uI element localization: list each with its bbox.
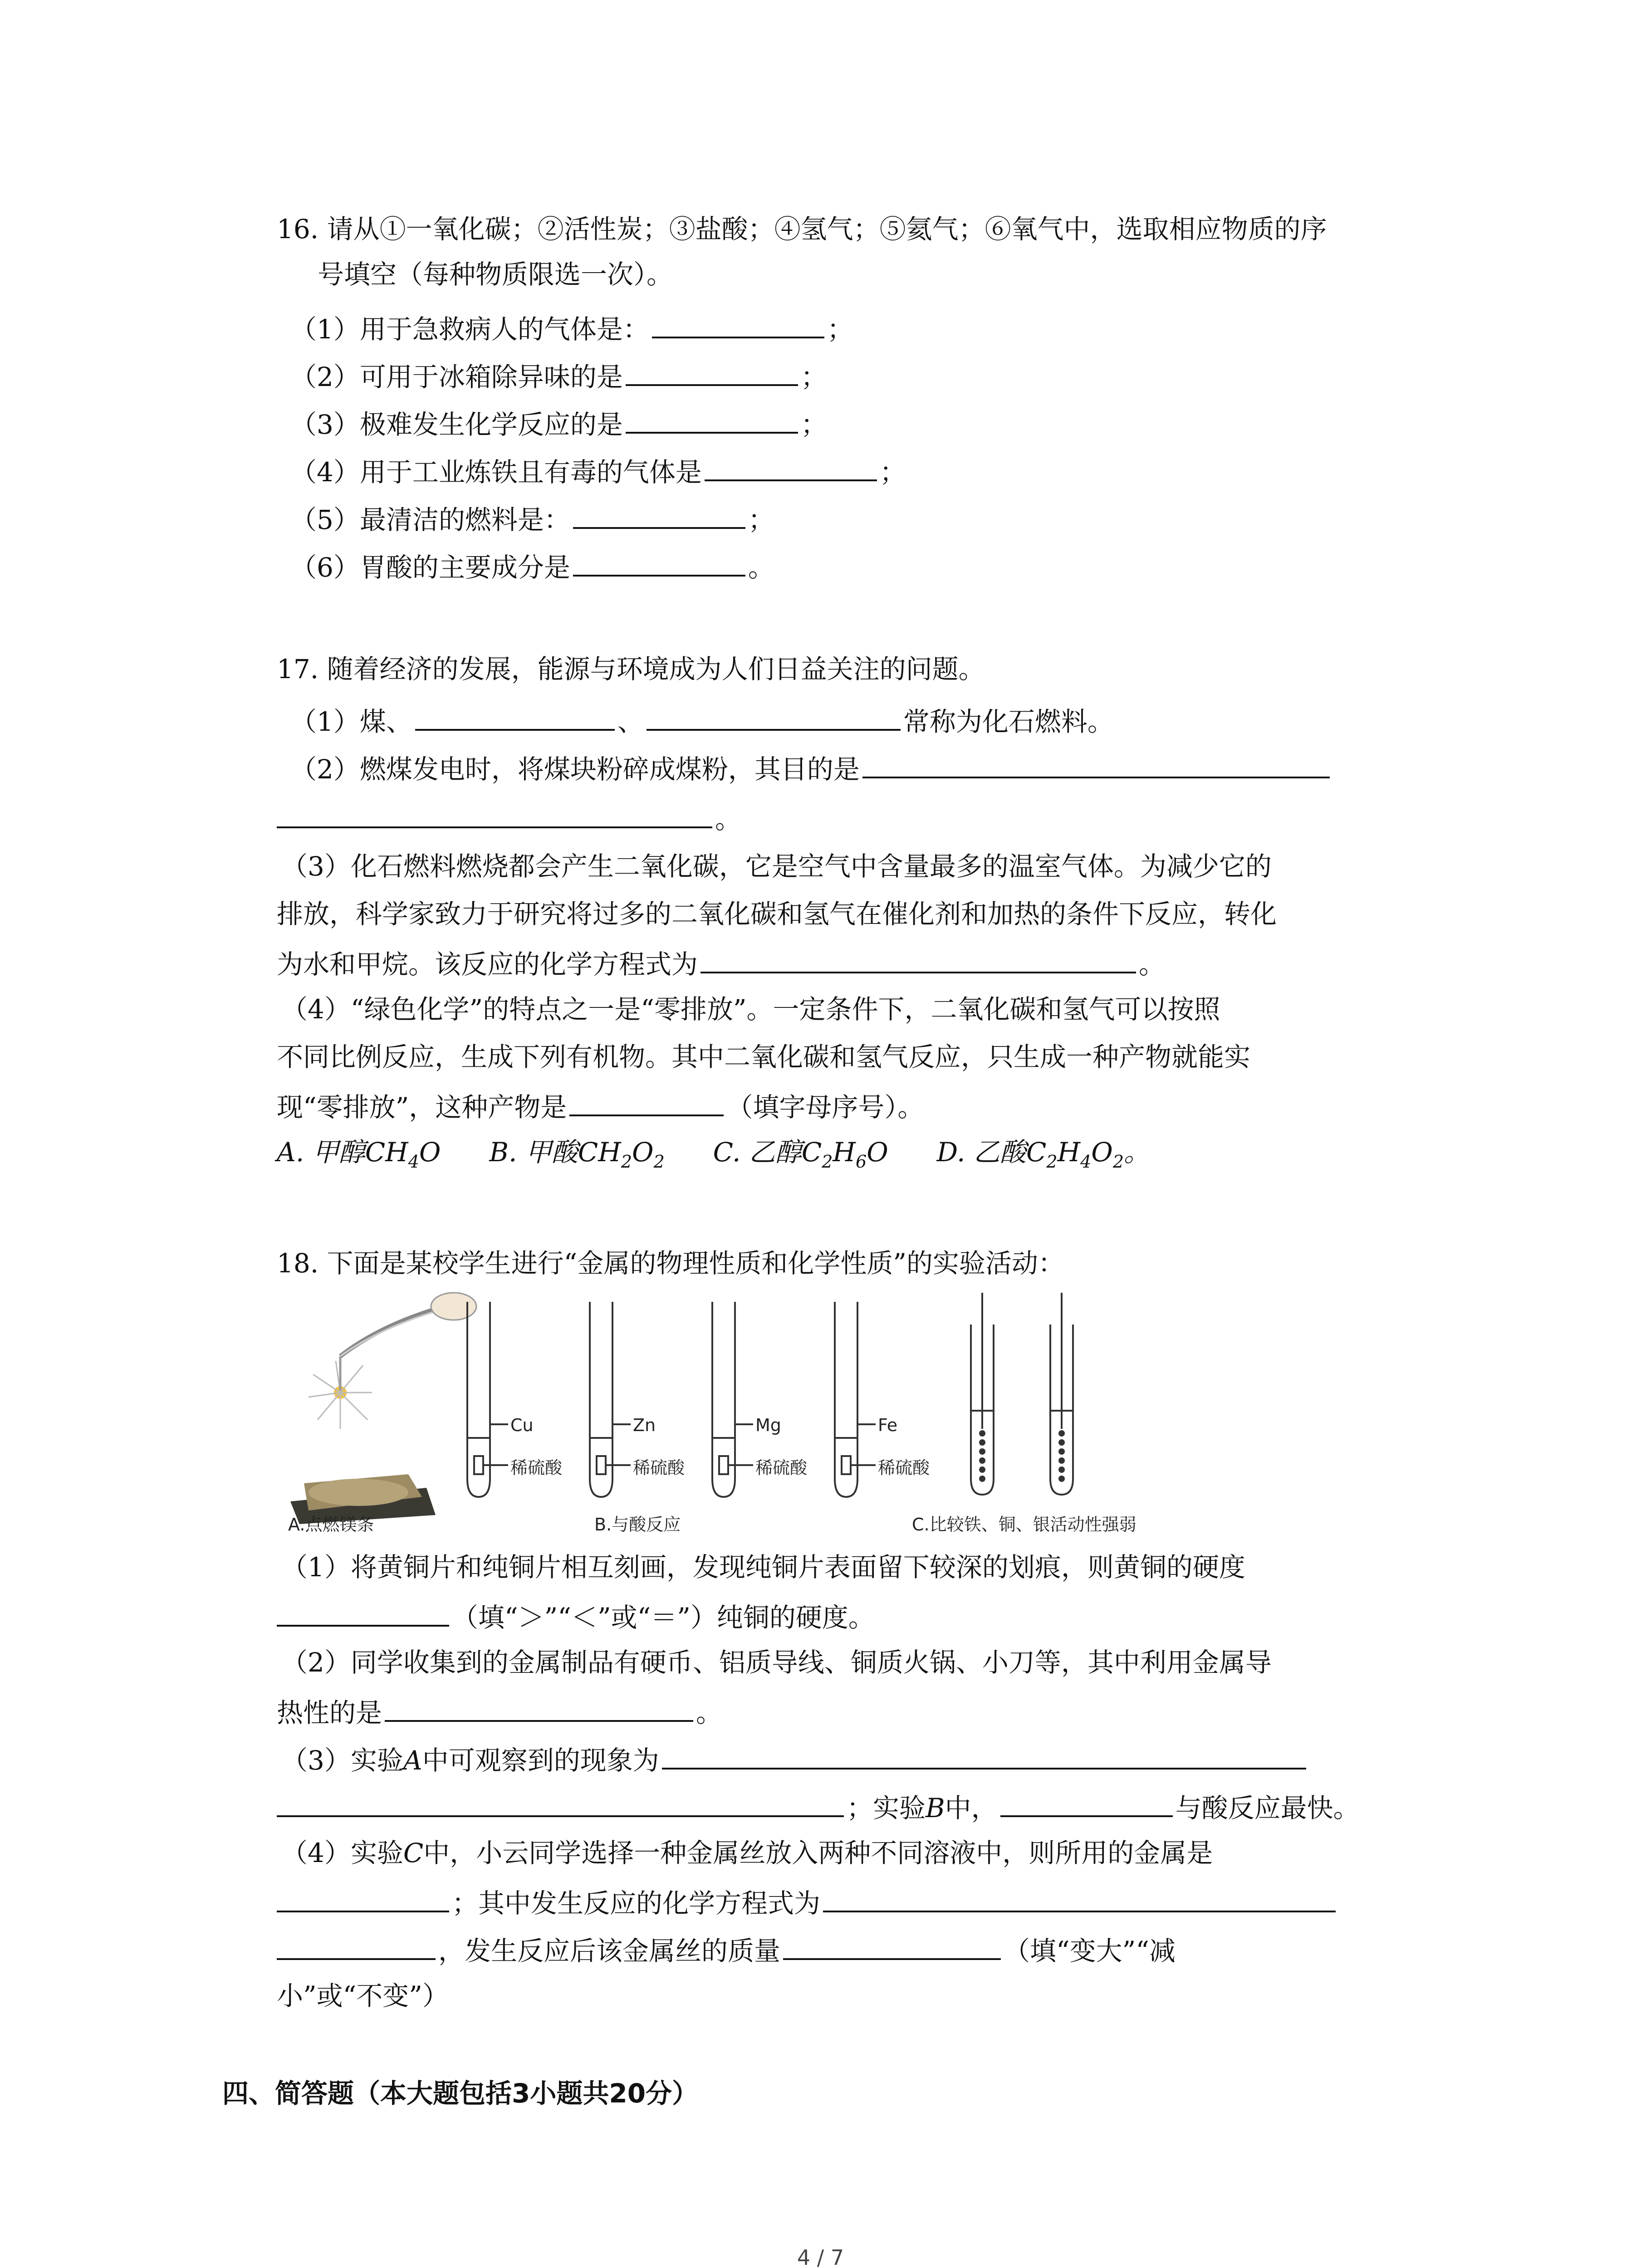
q18-part4-line4: 小”或“不变”） [277, 1980, 449, 2011]
tube-acid-label-4: 稀硫酸 [878, 1458, 930, 1478]
q16-stem-line1: 16. 请从①一氧化碳；②活性炭；③盐酸；④氢气；⑤氦气；⑥氧气中，选取相应物质的序 [277, 214, 1327, 244]
q18-part4-line3 [277, 1930, 1176, 1969]
q17-part3-end: 。 [1139, 949, 1166, 980]
q18-stem: 18. 下面是某校学生进行“金属的物理性质和化学性质”的实验活动： [277, 1248, 1064, 1279]
q18-part2-pre: 热性的是 [277, 1697, 382, 1728]
q17-stem: 17. 随着经济的发展，能源与环境成为人们日益关注的问题。 [277, 654, 985, 684]
q18-part3-pre: （3）实验 [281, 1745, 403, 1776]
q16-item-2-end: ； [800, 362, 827, 392]
q16-blank-5[interactable] [573, 499, 745, 529]
q18-blank-phenomenon-1[interactable] [662, 1740, 1306, 1769]
q16-blank-6[interactable] [573, 547, 745, 577]
q17-part3-line1: （3）化石燃料燃烧都会产生二氧化碳，它是空气中含量最多的温室气体。为减少它的 [281, 851, 1272, 882]
q17-part1-pre: （1）煤、 [290, 706, 412, 737]
q18-part3-post: 与酸反应最快。 [1175, 1793, 1360, 1823]
metal-wire-tubes [971, 1293, 1073, 1495]
burning-magnesium-illustration [290, 1293, 476, 1524]
q18-blank-hardness[interactable] [277, 1597, 449, 1627]
q17-part1 [290, 701, 1114, 740]
q18-part3-line2 [277, 1787, 1360, 1826]
q18-part4-pre: （4）实验 [281, 1838, 403, 1868]
q16-blank-4[interactable] [705, 451, 877, 481]
q17-part4-text: 现“零排放”，这种产物是 [277, 1092, 567, 1123]
q17-part1-sep: 、 [617, 706, 644, 737]
q18-part2-line2 [277, 1692, 722, 1731]
q16-item-3-end: ； [800, 409, 827, 440]
q18-part2-line1: （2）同学收集到的金属制品有硬币、铝质导线、铜质火锅、小刀等，其中利用金属导 [281, 1647, 1272, 1678]
q16-stem-line2: 号填空（每种物质限选一次）。 [318, 259, 673, 290]
tube-label-mg: Mg [755, 1415, 781, 1435]
q18-part1-post: （填“＞”“＜”或“＝”）纯铜的硬度。 [452, 1602, 875, 1633]
q18-part3-var-b: B [926, 1793, 945, 1823]
q16-item-3 [290, 404, 827, 443]
q18-blank-metal-used[interactable] [277, 1882, 449, 1912]
q18-part1-line1: （1）将黄铜片和纯铜片相互刻画，发现纯铜片表面留下较深的划痕，则黄铜的硬度 [281, 1552, 1245, 1583]
q16-item-6 [290, 547, 774, 586]
q17-part2-line2 [277, 798, 741, 837]
section-4-heading: 四、简答题（本大题包括3小题共20分） [222, 2078, 699, 2109]
wire-coils [979, 1430, 1065, 1482]
q17-blank-equation[interactable] [700, 943, 1136, 973]
q18-part4-var-c: C [403, 1838, 424, 1868]
q18-part4-fill-hint: （填“变大”“减 [1004, 1936, 1176, 1966]
q18-part3-line1 [281, 1740, 1309, 1779]
tube-acid-label-2: 稀硫酸 [633, 1458, 685, 1478]
q18-part4-text: 中，小云同学选择一种金属丝放入两种不同溶液中，则所用的金属是 [423, 1838, 1213, 1868]
q18-blank-mass-change[interactable] [783, 1930, 1001, 1960]
q17-option-c: C. 乙醇$C_2H_6O$ [713, 1137, 888, 1172]
q16-item-1-text: （1）用于急救病人的气体是： [290, 314, 649, 345]
q18-part4-line1 [281, 1835, 1213, 1871]
q18-part4-mid: ；其中发生反应的化学方程式为 [452, 1888, 821, 1919]
q16-item-1 [290, 308, 853, 347]
q17-part4-line2: 不同比例反应，生成下列有机物。其中二氧化碳和氢气反应，只生成一种产物就能实 [277, 1041, 1251, 1072]
q16-blank-2[interactable] [626, 356, 798, 386]
q16-item-5 [290, 499, 774, 538]
q17-blank-fuel-1[interactable] [415, 701, 615, 731]
q16-item-4-text: （4）用于工业炼铁且有毒的气体是 [290, 457, 702, 488]
q16-item-2 [290, 356, 827, 395]
q16-item-3-text: （3）极难发生化学反应的是 [290, 409, 623, 440]
page-number: 4 / 7 [797, 2245, 844, 2268]
q16-item-2-text: （2）可用于冰箱除异味的是 [290, 362, 623, 392]
tube-label-cu: Cu [510, 1415, 534, 1435]
q18-part4-mass-text: ，发生反应后该金属丝的质量 [438, 1936, 781, 1966]
q17-option-a: A. 甲醇$CH_4O$ [277, 1137, 441, 1172]
q18-part3-mid2: 中， [945, 1793, 998, 1823]
tube-label-fe: Fe [878, 1415, 898, 1435]
q18-blank-reaction-equation[interactable] [823, 1882, 1336, 1912]
q16-item-4-end: ； [879, 457, 906, 488]
q17-blank-product[interactable] [569, 1086, 724, 1116]
q18-blank-fastest-metal[interactable] [1000, 1787, 1173, 1817]
q17-part2-line1 [290, 748, 1332, 787]
q17-option-d: D. 乙酸$C_2H_4O_2$。 [936, 1137, 1151, 1172]
q17-part4-post: （填字母序号）。 [726, 1092, 924, 1123]
q16-blank-1[interactable] [652, 308, 824, 338]
q17-part3-line3 [277, 943, 1165, 982]
tube-label-zn: Zn [633, 1415, 656, 1435]
q16-item-5-end: ； [748, 504, 774, 535]
q17-blank-fuel-2[interactable] [647, 701, 901, 731]
caption-c: C.比较铁、铜、银活动性强弱 [912, 1515, 1136, 1535]
tube-acid-label-3: 稀硫酸 [755, 1458, 808, 1478]
q16-item-6-text: （6）胃酸的主要成分是 [290, 552, 570, 583]
q17-blank-purpose-1[interactable] [862, 748, 1330, 778]
q17-part1-post: 常称为化石燃料。 [903, 706, 1114, 737]
q17-part3-text: 为水和甲烷。该反应的化学方程式为 [277, 949, 698, 980]
q18-part1-line2 [277, 1597, 875, 1636]
q16-item-5-text: （5）最清洁的燃料是： [290, 504, 570, 535]
caption-b: B.与酸反应 [594, 1515, 681, 1535]
q18-blank-conductivity[interactable] [385, 1692, 693, 1722]
q17-part2-text: （2）燃煤发电时，将煤块粉碎成煤粉，其目的是 [290, 754, 860, 785]
q17-part4-line1: （4）“绿色化学”的特点之一是“零排放”。一定条件下，二氧化碳和氢气可以按照 [281, 994, 1220, 1025]
q17-option-b: B. 甲酸$CH_2O_2$ [489, 1137, 665, 1172]
q18-part3-text: 中可观察到的现象为 [422, 1745, 659, 1776]
q16-item-1-end: ； [827, 314, 853, 345]
q17-part2-end: 。 [715, 804, 742, 835]
q16-item-4 [290, 451, 906, 490]
q16-item-6-end: 。 [748, 552, 774, 583]
q17-blank-purpose-2[interactable] [277, 798, 712, 828]
q17-options [277, 1134, 1150, 1180]
q17-part3-line2: 排放，科学家致力于研究将过多的二氧化碳和氢气在催化剂和加热的条件下反应，转化 [277, 899, 1277, 929]
tube-acid-label-1: 稀硫酸 [510, 1458, 563, 1478]
caption-a: A.点燃镁条 [288, 1515, 374, 1535]
q17-part4-line3 [277, 1086, 924, 1125]
q18-blank-phenomenon-2[interactable] [277, 1787, 844, 1817]
q18-part4-line2 [277, 1882, 1338, 1921]
q18-part3-mid1: ；实验 [847, 1793, 926, 1823]
q16-blank-3[interactable] [626, 404, 798, 434]
q18-part3-var-a: A [403, 1745, 422, 1776]
q18-part2-post: 。 [696, 1697, 723, 1728]
q18-blank-reaction-equation-cont[interactable] [277, 1930, 436, 1960]
